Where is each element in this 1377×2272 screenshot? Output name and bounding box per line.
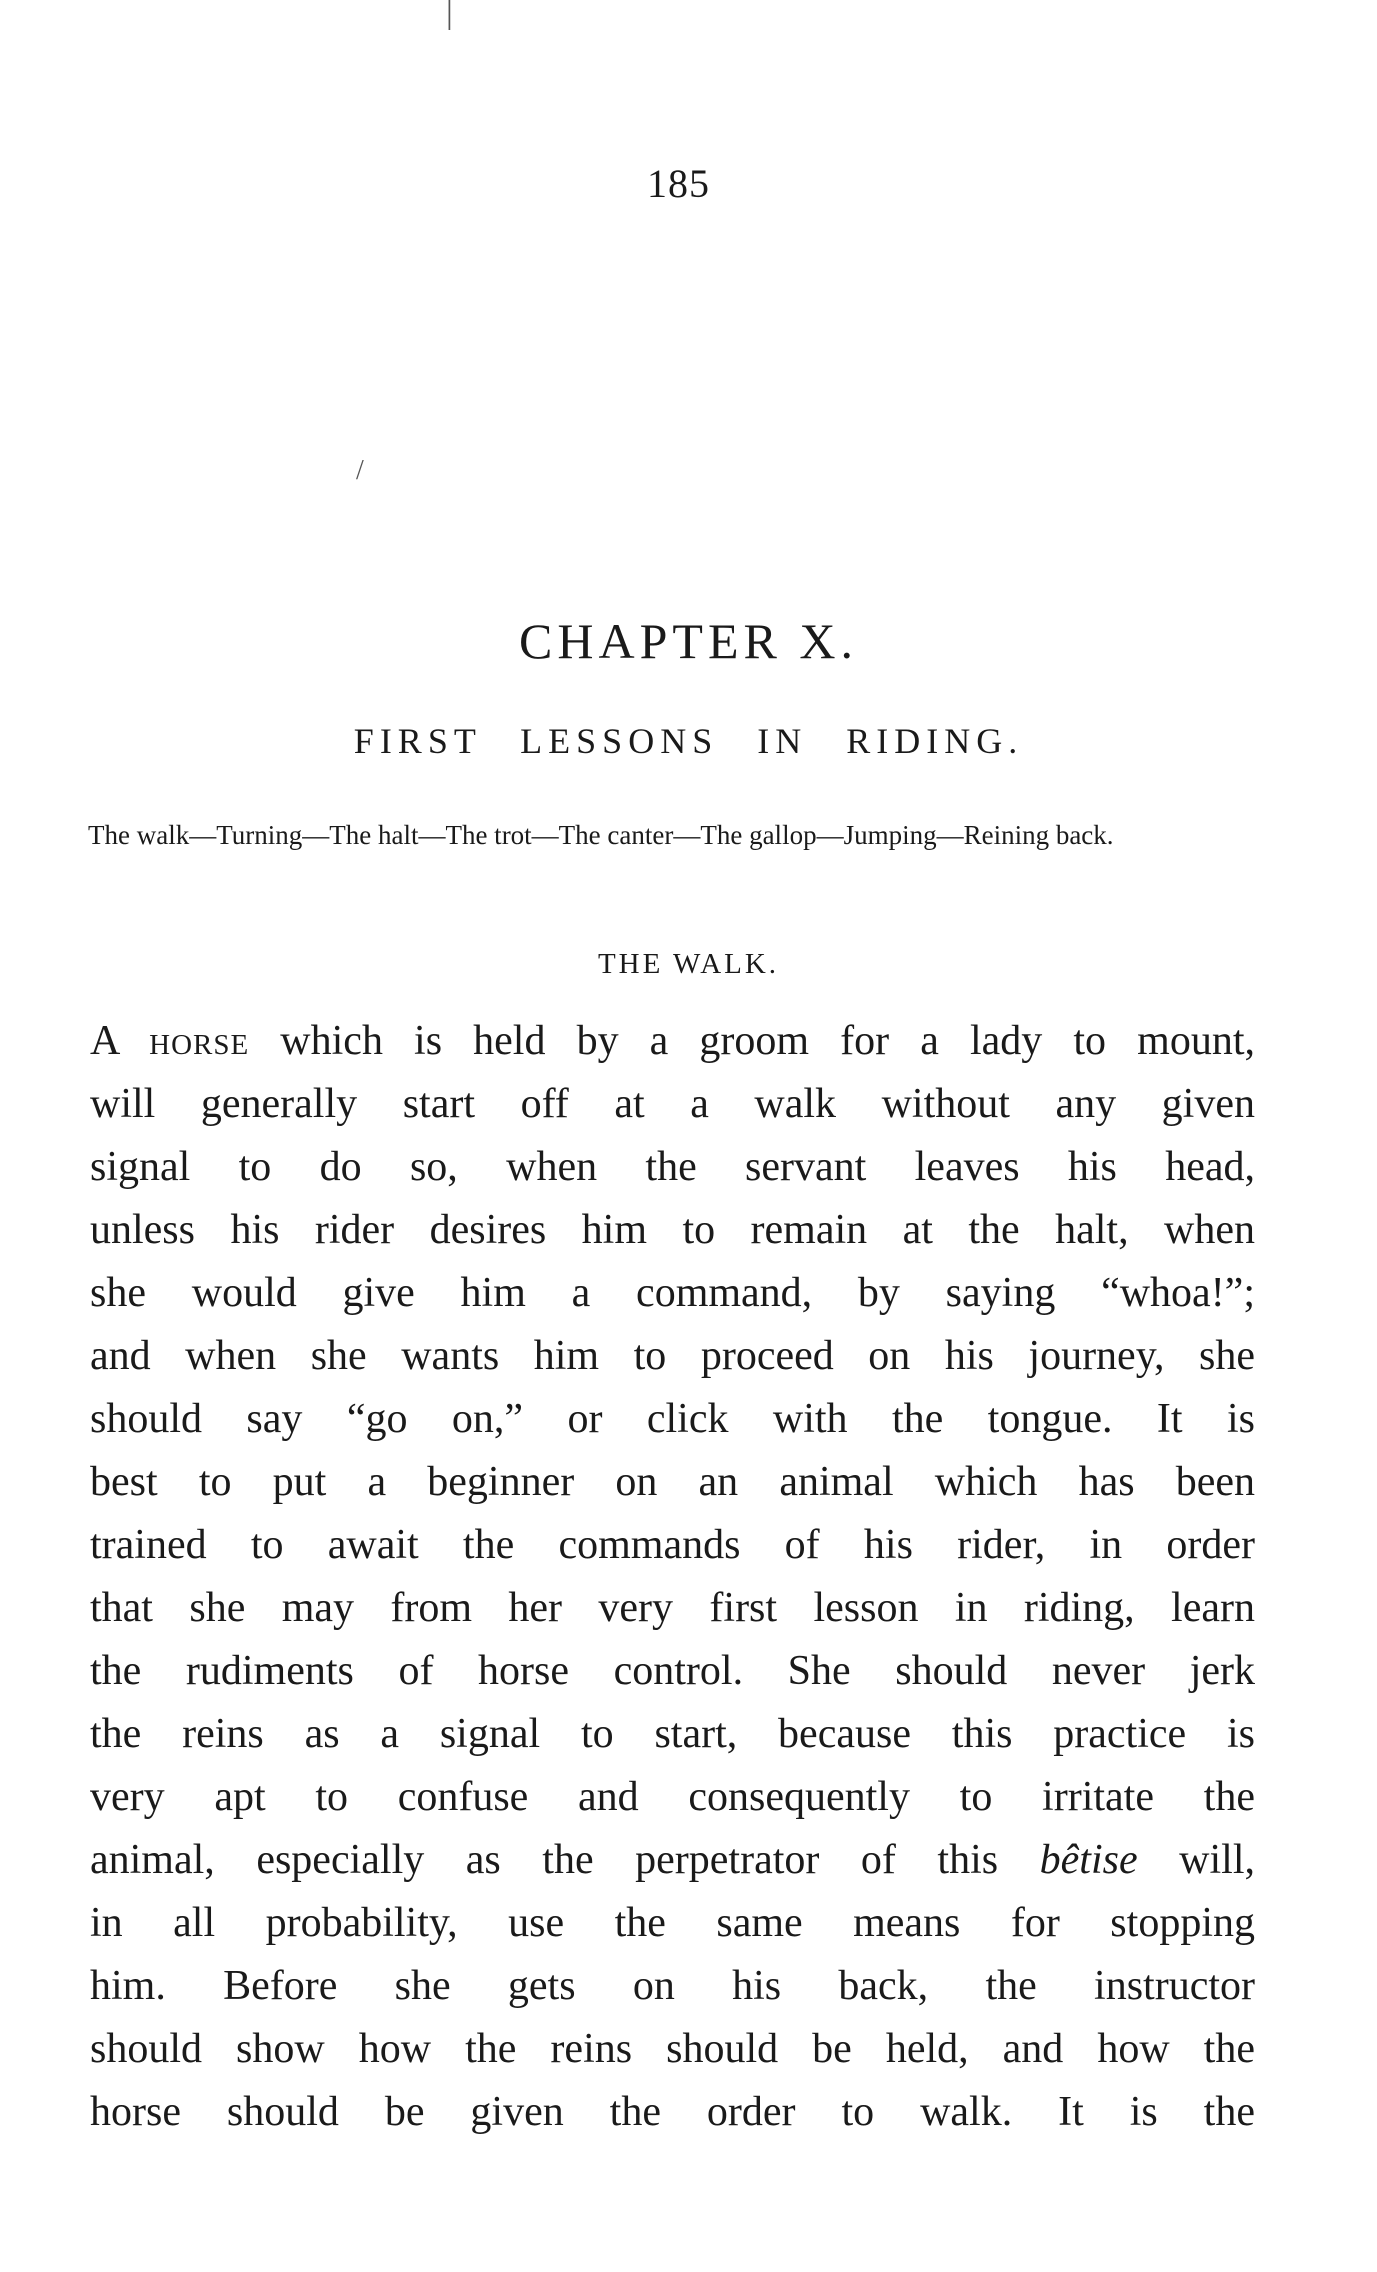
- body-line: very apt to confuse and consequently to irritate the: [90, 1774, 1255, 1820]
- body-line: [90, 1010, 1255, 1073]
- scan-mark: /: [356, 455, 364, 486]
- body-line: him. Before she gets on his back, the instructor: [90, 1963, 1255, 2009]
- body-line: will generally start off at a walk without any given: [90, 1081, 1255, 1127]
- line-text: will,: [1137, 1837, 1255, 1883]
- body-line: in all probability, use the same means for stopping: [90, 1900, 1255, 1946]
- body-line: unless his rider desires him to remain at the halt, when: [90, 1207, 1255, 1253]
- line-text: which is held by a groom for a lady to mount,: [249, 1018, 1256, 1064]
- body-line: the reins as a signal to start, because this practice is: [90, 1711, 1255, 1757]
- scan-mark: |: [446, 0, 453, 31]
- body-line: trained to await the commands of his rider, in order: [90, 1522, 1255, 1568]
- body-line: signal to do so, when the servant leaves his head,: [90, 1144, 1255, 1190]
- body-line: should say “go on,” or click with the tongue. It is: [90, 1396, 1255, 1442]
- body-line: the rudiments of horse control. She should never jerk: [90, 1648, 1255, 1694]
- smallcaps-word: horse: [149, 1018, 250, 1064]
- body-line: that she may from her very first lesson in riding, learn: [90, 1585, 1255, 1631]
- page-number: 185: [647, 161, 710, 206]
- chapter-title: CHAPTER X.: [519, 613, 858, 669]
- body-line: should show how the reins should be held, and how the: [90, 2026, 1255, 2072]
- body-line: best to put a beginner on an animal which has been: [90, 1459, 1255, 1505]
- line-text: animal, especially as the perpetrator of this: [90, 1837, 1040, 1883]
- body-line: horse should be given the order to walk. It is the: [90, 2089, 1255, 2135]
- italic-word: bêtise: [1039, 1837, 1138, 1883]
- body-line: and when she wants him to proceed on his journey, she: [90, 1333, 1255, 1379]
- chapter-subtitle: FIRST LESSONS IN RIDING.: [353, 721, 1024, 761]
- body-paragraph: [90, 1010, 1255, 2144]
- drop-word: A: [90, 1018, 119, 1064]
- body-line: she would give him a command, by saying “whoa!”;: [90, 1270, 1255, 1316]
- section-heading: THE WALK.: [597, 948, 780, 980]
- chapter-synopsis: The walk—Turning—The halt—The trot—The canter—The gallop—Jumping—Reining back.: [88, 820, 1114, 850]
- body-line: [90, 1829, 1255, 1892]
